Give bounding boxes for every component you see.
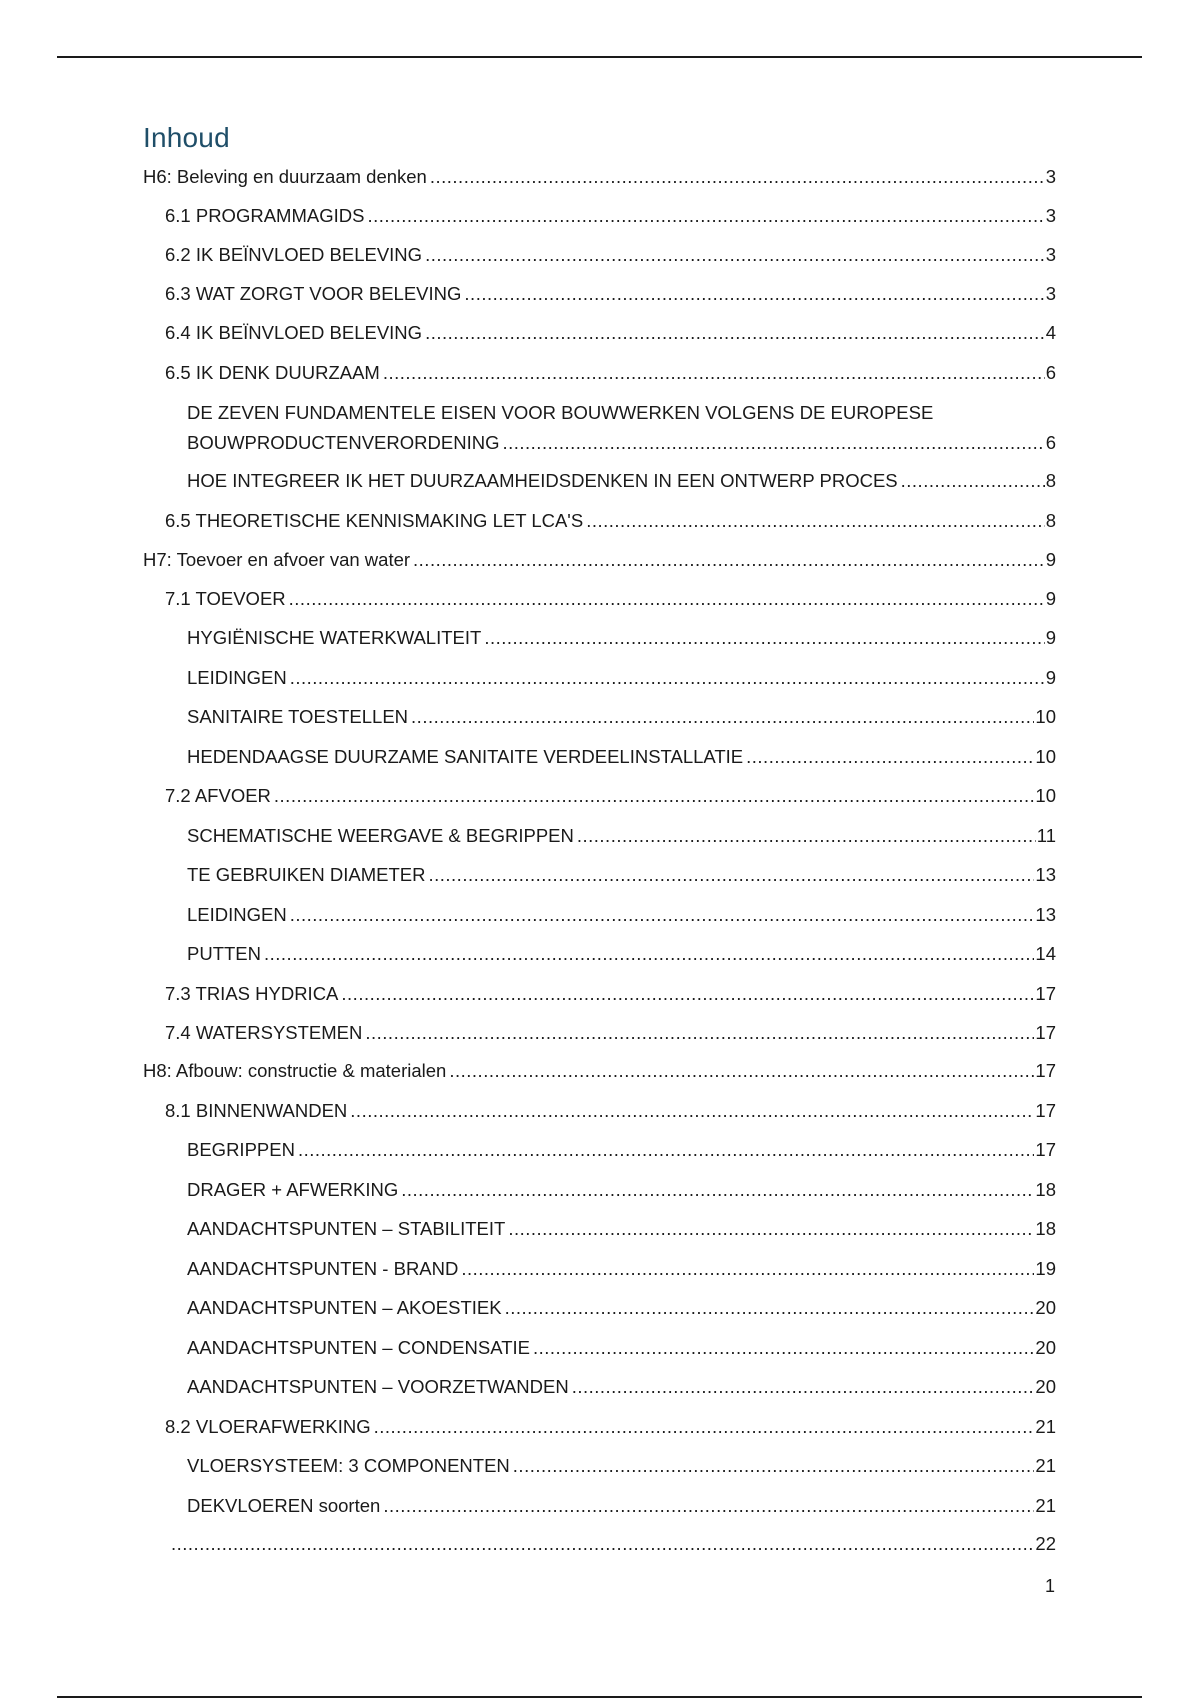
dot-leader (425, 240, 1045, 270)
toc-entry-7-1[interactable] (165, 584, 1056, 614)
dot-leader (365, 1018, 1034, 1048)
dot-leader (513, 1451, 1035, 1481)
dot-leader (449, 1056, 1034, 1086)
dot-leader (746, 742, 1034, 772)
toc-entry-text: 6.1 PROGRAMMAGIDS (165, 205, 365, 226)
dot-leader (383, 1491, 1034, 1521)
toc-entry-text: 6.3 WAT ZORGT VOOR BELEVING (165, 283, 462, 304)
toc-entry-page: 3 (1045, 283, 1056, 304)
toc-entry-page: 20 (1035, 1337, 1056, 1358)
toc-entry-page: 3 (1045, 205, 1056, 226)
toc-entry-page: 9 (1045, 667, 1056, 688)
dot-leader (171, 1529, 1034, 1559)
dot-leader (274, 781, 1035, 811)
dot-leader (508, 1214, 1034, 1244)
toc-entry-page: 17 (1035, 1139, 1056, 1160)
toc-entry-page: 17 (1035, 1022, 1056, 1043)
dot-leader (577, 821, 1036, 851)
toc-entry-page: 20 (1035, 1376, 1056, 1397)
toc-entry-7-3[interactable] (165, 979, 1056, 1009)
toc-entry-page: 14 (1035, 943, 1056, 964)
toc-entry-page: 19 (1035, 1258, 1056, 1279)
dot-leader (572, 1372, 1035, 1402)
toc-entry-text: AANDACHTSPUNTEN - BRAND (187, 1258, 459, 1279)
toc-entry-page: 9 (1045, 588, 1056, 609)
toc-entry-6-2[interactable] (165, 240, 1056, 270)
toc-entry-text: AANDACHTSPUNTEN – CONDENSATIE (187, 1337, 530, 1358)
toc-entry-text: BEGRIPPEN (187, 1139, 295, 1160)
toc-entry-text: HEDENDAAGSE DUURZAME SANITAITE VERDEELINSTALLATIE (187, 746, 744, 767)
toc-entry-text: LEIDINGEN (187, 904, 287, 925)
toc-entry-page: 4 (1045, 322, 1056, 343)
dot-leader (367, 201, 1044, 231)
dot-leader (350, 1096, 1034, 1126)
toc-entry-duurzaamheidsdenken[interactable] (187, 466, 1056, 496)
toc-entry-text: H6: Beleving en duurzaam denken (143, 166, 427, 187)
toc-entry-page: 17 (1035, 1100, 1056, 1121)
toc-entry-text: VLOERSYSTEEM: 3 COMPONENTEN (187, 1455, 510, 1476)
toc-entry-text: 6.2 IK BEÏNVLOED BELEVING (165, 244, 423, 265)
toc-entry-page: 13 (1035, 904, 1056, 925)
toc-entry-text: 7.4 WATERSYSTEMEN (165, 1022, 363, 1043)
toc-entry-h8[interactable] (143, 1056, 1056, 1086)
toc-entry-zeven-eisen[interactable] (187, 398, 1056, 458)
dot-leader (290, 663, 1045, 693)
toc-entry-page: 17 (1035, 983, 1056, 1004)
dot-leader (425, 318, 1045, 348)
toc-entry-putten[interactable] (187, 939, 1056, 969)
toc-entry-diameter[interactable] (187, 860, 1056, 890)
dot-leader (533, 1333, 1034, 1363)
toc-entry-page: 8 (1045, 510, 1056, 531)
dot-leader (430, 162, 1045, 192)
toc-entry-text: H7: Toevoer en afvoer van water (143, 549, 411, 570)
dot-leader (461, 1254, 1034, 1284)
toc-entry-page: 3 (1045, 166, 1056, 187)
dot-leader (289, 584, 1045, 614)
toc-entry-text: DRAGER + AFWERKING (187, 1179, 399, 1200)
toc-entry-6-1[interactable] (165, 201, 1056, 231)
toc-entry-page: 10 (1035, 785, 1056, 806)
toc-entry-page: 8 (1045, 470, 1056, 491)
toc-entry-drager-afwerking[interactable] (187, 1175, 1056, 1205)
toc-entry-6-5[interactable] (165, 358, 1056, 388)
dot-leader (502, 428, 1044, 458)
toc-entry-voorzetwanden[interactable] (187, 1372, 1056, 1402)
toc-entry-text: SCHEMATISCHE WEERGAVE & BEGRIPPEN (187, 825, 574, 846)
toc-entry-text: HYGIËNISCHE WATERKWALITEIT (187, 627, 482, 648)
toc-entry-text: 7.2 AFVOER (165, 785, 271, 806)
toc-entry-schematische-weergave[interactable] (187, 821, 1056, 851)
toc-entry-text: 6.5 THEORETISCHE KENNISMAKING LET LCA'S (165, 510, 584, 531)
toc-entry-6-5-lca[interactable] (165, 506, 1056, 536)
toc-entry-page: 13 (1035, 864, 1056, 885)
dot-leader (505, 1293, 1035, 1323)
toc-entry-page: 18 (1035, 1179, 1056, 1200)
toc-entry-text: PUTTEN (187, 943, 261, 964)
toc-entry-sanitaire-toestellen[interactable] (187, 702, 1056, 732)
toc-entry-akoestiek[interactable] (187, 1293, 1056, 1323)
dot-leader (484, 623, 1044, 653)
toc-entry-6-4[interactable] (165, 318, 1056, 348)
toc-entry-text: 6.4 IK BEÏNVLOED BELEVING (165, 322, 423, 343)
page-number: 1 (1044, 1576, 1055, 1596)
dot-leader (428, 860, 1034, 890)
toc-entry-condensatie[interactable] (187, 1333, 1056, 1363)
dot-leader (586, 506, 1045, 536)
toc-entry-page: 11 (1036, 825, 1056, 846)
toc-entry-verdeelinstallatie[interactable] (187, 742, 1056, 772)
toc-entry-page: 6 (1045, 362, 1056, 383)
toc-entry-text: 8.2 VLOERAFWERKING (165, 1416, 371, 1437)
toc-entry-text: 7.1 TOEVOER (165, 588, 286, 609)
toc-entry-text: DEKVLOEREN soorten (187, 1495, 381, 1516)
toc-entry-page: 6 (1045, 432, 1056, 453)
toc-entry-text: 8.1 BINNENWANDEN (165, 1100, 348, 1121)
toc-entry-text-continued: BOUWPRODUCTENVERORDENING (187, 432, 500, 453)
toc-entry-text: DE ZEVEN FUNDAMENTELE EISEN VOOR BOUWWERKEN VOLGENS DE EUROPESE (187, 402, 934, 423)
dot-leader (401, 1175, 1034, 1205)
toc-entry-page: 10 (1035, 706, 1056, 727)
toc-entry-page: 3 (1045, 244, 1056, 265)
toc-entry-text: 6.5 IK DENK DUURZAAM (165, 362, 380, 383)
toc-entry-stabiliteit[interactable] (187, 1214, 1056, 1244)
toc-entry-page: 10 (1035, 746, 1056, 767)
toc-entry-dekvloeren[interactable] (187, 1491, 1056, 1521)
toc-entry-begrippen[interactable] (187, 1135, 1056, 1165)
toc-entry-6-3[interactable] (165, 279, 1056, 309)
toc-entry-waterkwaliteit[interactable] (187, 623, 1056, 653)
toc-entry-page: 21 (1035, 1455, 1056, 1476)
toc-entry-8-2[interactable] (165, 1412, 1056, 1442)
toc-entry-leidingen-toevoer[interactable] (187, 663, 1056, 693)
dot-leader (383, 358, 1045, 388)
dot-leader (374, 1412, 1035, 1442)
toc-entry-h7[interactable] (143, 545, 1056, 575)
toc-entry-8-1[interactable] (165, 1096, 1056, 1126)
dot-leader (411, 702, 1034, 732)
toc-entry-text: SANITAIRE TOESTELLEN (187, 706, 409, 727)
dot-leader (413, 545, 1045, 575)
toc-entry-page: 17 (1035, 1060, 1056, 1081)
toc-entry-text: HOE INTEGREER IK HET DUURZAAMHEIDSDENKEN IN EEN ONTWERP PROCES (187, 470, 898, 491)
dot-leader (264, 939, 1034, 969)
toc-title: Inhoud (143, 122, 230, 153)
toc-entry-untitled[interactable] (168, 1529, 1056, 1559)
toc-entry-text: TE GEBRUIKEN DIAMETER (187, 864, 426, 885)
toc-entry-h6[interactable] (143, 162, 1056, 192)
toc-entry-page: 18 (1035, 1218, 1056, 1239)
toc-entry-page: 9 (1045, 549, 1056, 570)
toc-entry-page: 21 (1035, 1495, 1056, 1516)
toc-entry-7-2[interactable] (165, 781, 1056, 811)
dot-leader (341, 979, 1034, 1009)
dot-leader (298, 1135, 1034, 1165)
toc-entry-leidingen-afvoer[interactable] (187, 900, 1056, 930)
toc-entry-page: 22 (1035, 1533, 1056, 1554)
toc-entry-7-4[interactable] (165, 1018, 1056, 1048)
toc-entry-text: LEIDINGEN (187, 667, 287, 688)
toc-entry-page: 21 (1035, 1416, 1056, 1437)
toc-entry-text: 7.3 TRIAS HYDRICA (165, 983, 339, 1004)
toc-entry-text: AANDACHTSPUNTEN – STABILITEIT (187, 1218, 506, 1239)
footer-rule (57, 1696, 1142, 1698)
toc-entry-page: 9 (1045, 627, 1056, 648)
dot-leader (464, 279, 1044, 309)
toc-entry-text: AANDACHTSPUNTEN – AKOESTIEK (187, 1297, 502, 1318)
toc-entry-text: H8: Afbouw: constructie & materialen (143, 1060, 447, 1081)
toc-entry-vloersysteem[interactable] (187, 1451, 1056, 1481)
toc-entry-page: 20 (1035, 1297, 1056, 1318)
toc-entry-brand[interactable] (187, 1254, 1056, 1284)
toc-entry-text: AANDACHTSPUNTEN – VOORZETWANDEN (187, 1376, 569, 1397)
dot-leader (290, 900, 1035, 930)
dot-leader (901, 466, 1045, 496)
